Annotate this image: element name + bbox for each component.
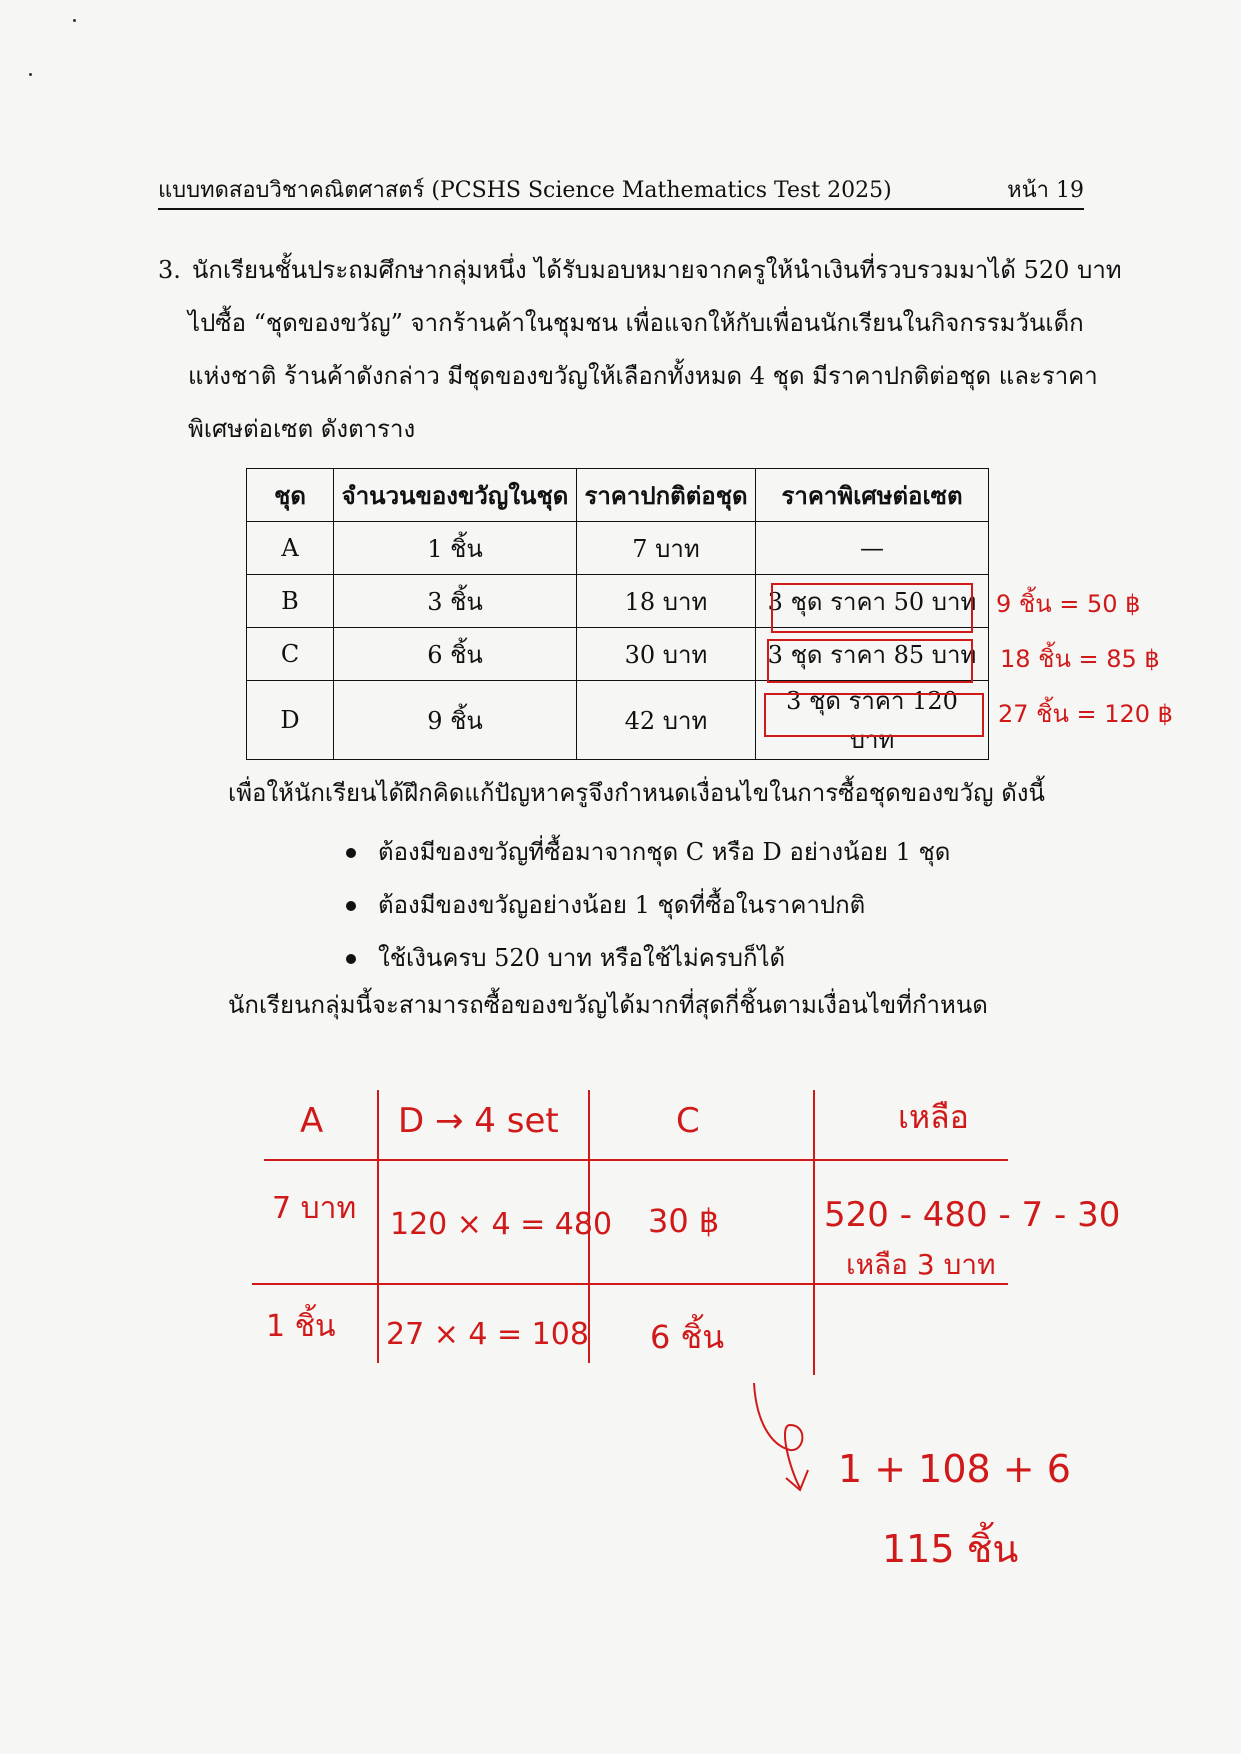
work-cell: 30 ฿ <box>648 1202 720 1240</box>
table-cell: 30 บาท <box>577 628 756 681</box>
side-note: 27 ชิ้น = 120 ฿ <box>998 700 1173 728</box>
table-cell: A <box>247 522 334 575</box>
work-remainder: เหลือ 3 บาท <box>846 1248 996 1281</box>
condition-text: ต้องมีของขวัญอย่างน้อย 1 ชุดที่ซื้อในราคาปกติ <box>378 891 866 919</box>
highlight-box <box>768 640 972 682</box>
work-header: C <box>676 1101 700 1141</box>
side-note: 18 ชิ้น = 85 ฿ <box>1000 645 1160 673</box>
table-header: จำนวนของขวัญในชุด <box>334 469 577 522</box>
table-cell: 3 ชุด ราคา 120 บาท <box>756 681 989 760</box>
arrow-curve <box>754 1383 802 1488</box>
work-cell: 7 บาท <box>272 1191 357 1226</box>
table-cell: 18 บาท <box>577 575 756 628</box>
condition-text: ต้องมีของขวัญที่ซื้อมาจากชุด C หรือ D อย่างน้อย 1 ชุด <box>378 838 951 866</box>
question-line: พิเศษต่อเซต ดังตาราง <box>188 415 416 443</box>
highlight-box <box>765 694 983 736</box>
highlight-box <box>772 584 972 632</box>
table-cell: — <box>756 522 989 575</box>
work-header: เหลือ <box>898 1098 969 1136</box>
side-note: 9 ชิ้น = 50 ฿ <box>996 590 1141 618</box>
condition-text: ใช้เงินครบ 520 บาท หรือใช้ไม่ครบก็ได้ <box>378 944 786 972</box>
table-header: ราคาปกติต่อชุด <box>577 469 756 522</box>
table-header: ชุด <box>247 469 334 522</box>
final-answer: 115 ชิ้น <box>882 1527 1019 1571</box>
question-line: แห่งชาติ ร้านค้าดังกล่าว มีชุดของขวัญให้เลือกทั้งหมด 4 ชุด มีราคาปกติต่อชุด และราคา <box>188 362 1098 390</box>
work-cell: 1 ชิ้น <box>266 1309 336 1344</box>
conditions-intro: เพื่อให้นักเรียนได้ฝึกคิดแก้ปัญหาครูจึงกำหนดเงื่อนไขในการซื้อชุดของขวัญ ดังนี้ <box>228 779 1045 807</box>
table-cell: B <box>247 575 334 628</box>
table-cell: D <box>247 681 334 760</box>
table-cell: 1 ชิ้น <box>334 522 577 575</box>
table-cell: 7 บาท <box>577 522 756 575</box>
table-header: ราคาพิเศษต่อเซต <box>756 469 989 522</box>
table-cell: 3 ชิ้น <box>334 575 577 628</box>
sum-line: 1 + 108 + 6 <box>838 1447 1071 1491</box>
final-question: นักเรียนกลุ่มนี้จะสามารถซื้อของขวัญได้มากที่สุดกี่ชิ้นตามเงื่อนไขที่กำหนด <box>228 991 988 1019</box>
table-cell: 6 ชิ้น <box>334 628 577 681</box>
table-cell: 3 ชุด ราคา 50 บาท <box>756 575 989 628</box>
work-header: A <box>300 1101 324 1141</box>
exam-title: แบบทดสอบวิชาคณิตศาสตร์ (PCSHS Science Mathematics Test 2025) <box>158 178 892 203</box>
work-cell: 6 ชิ้น <box>650 1318 725 1356</box>
table-cell: 3 ชุด ราคา 85 บาท <box>756 628 989 681</box>
work-cell: 520 - 480 - 7 - 30 <box>824 1195 1121 1235</box>
work-header: D → 4 set <box>398 1101 559 1141</box>
page-number: หน้า 19 <box>1007 178 1084 203</box>
work-cell: 120 × 4 = 480 <box>390 1207 613 1242</box>
question-line: นักเรียนชั้นประถมศึกษากลุ่มหนึ่ง ได้รับมอบหมายจากครูให้นำเงินที่รวบรวมมาได้ 520 บาท <box>192 256 1122 284</box>
table-cell: 42 บาท <box>577 681 756 760</box>
table-cell: 9 ชิ้น <box>334 681 577 760</box>
question-number: 3. <box>158 256 181 284</box>
question-line: ไปซื้อ “ชุดของขวัญ” จากร้านค้าในชุมชน เพื่อแจกให้กับเพื่อนนักเรียนในกิจกรรมวันเด็ก <box>188 309 1084 337</box>
table-cell: C <box>247 628 334 681</box>
work-cell: 27 × 4 = 108 <box>386 1317 589 1352</box>
